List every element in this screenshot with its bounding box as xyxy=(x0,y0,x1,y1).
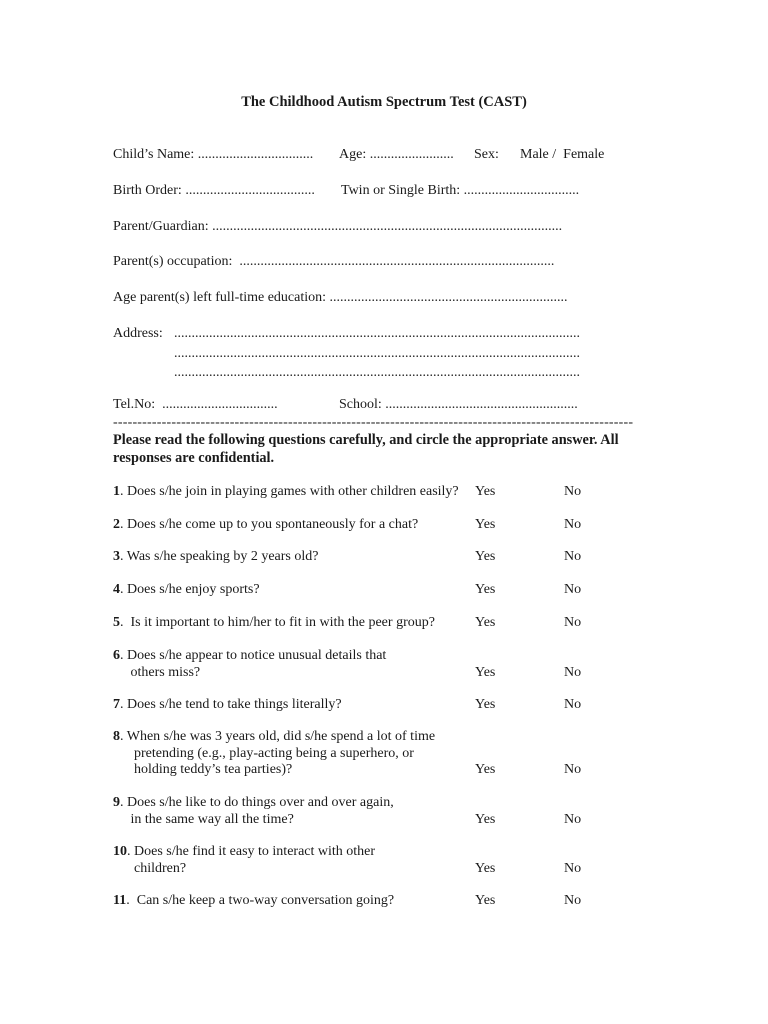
answer-no[interactable]: No xyxy=(564,484,582,499)
question-text-line: . Does s/he join in playing games with other children easily? xyxy=(120,484,459,499)
question-text-line: . Does s/he find it easy to interact with other xyxy=(127,844,376,859)
answer-yes[interactable]: Yes xyxy=(475,582,496,597)
birth-order-field: Birth Order: ..................................... xyxy=(113,183,315,198)
question-number: 11 xyxy=(113,893,127,908)
question-text xyxy=(113,843,375,860)
question-number: 6 xyxy=(113,648,120,663)
tel-field: Tel.No: ................................. xyxy=(113,397,278,412)
age-field: Age: ........................ xyxy=(339,147,454,162)
answer-yes[interactable]: Yes xyxy=(475,811,496,827)
question-text xyxy=(113,516,418,533)
question-text: others miss? xyxy=(113,664,201,680)
answer-yes[interactable]: Yes xyxy=(475,860,496,876)
twin-single-field: Twin or Single Birth: ................................. xyxy=(341,183,580,198)
answer-no[interactable]: No xyxy=(564,615,582,630)
question-text xyxy=(113,696,342,713)
question-number: 7 xyxy=(113,697,120,712)
question-text xyxy=(113,647,386,664)
address-line: .................................................................................................................... xyxy=(174,346,580,361)
question-number: 3 xyxy=(113,549,120,564)
question-text xyxy=(113,548,318,565)
question-number: 9 xyxy=(113,795,120,810)
address-line: .................................................................................................................... xyxy=(174,365,580,380)
education-field: Age parent(s) left full-time education: .................................................................... xyxy=(113,290,568,305)
answer-no[interactable]: No xyxy=(564,582,582,597)
answer-no[interactable]: No xyxy=(564,697,582,712)
question-text: in the same way all the time? xyxy=(113,811,294,827)
answer-no[interactable]: No xyxy=(564,517,582,532)
question-text: holding teddy’s tea parties)? xyxy=(113,762,293,777)
question-text-line: . Can s/he keep a two-way conversation going? xyxy=(126,893,395,908)
question-text xyxy=(113,581,260,598)
question-number: 2 xyxy=(113,517,120,532)
answer-yes[interactable]: Yes xyxy=(475,664,496,680)
answer-no[interactable]: No xyxy=(564,762,582,777)
answer-no[interactable]: No xyxy=(564,860,582,876)
parent-guardian-field: Parent/Guardian: .................................................................................................... xyxy=(113,219,563,234)
question-text-line: . Was s/he speaking by 2 years old? xyxy=(120,549,319,564)
separator-line: ----------------------------------------------------------------------------------------------------------- xyxy=(113,415,634,430)
answer-no[interactable]: No xyxy=(564,664,582,680)
question-text xyxy=(113,794,394,811)
address-line: .................................................................................................................... xyxy=(174,326,580,341)
question-text: pretending (e.g., play-acting being a superhero, or xyxy=(113,745,414,761)
question-text xyxy=(113,892,394,909)
question-text: children? xyxy=(113,860,187,876)
question-number: 4 xyxy=(113,582,120,597)
address-label: Address: xyxy=(113,326,163,341)
child-name-field: Child’s Name: ................................. xyxy=(113,147,314,162)
answer-no[interactable]: No xyxy=(564,811,582,827)
question-number: 10 xyxy=(113,844,127,859)
question-text-line: . Does s/he appear to notice unusual details that xyxy=(120,648,387,663)
document-title: The Childhood Autism Spectrum Test (CAST) xyxy=(241,94,527,110)
answer-no[interactable]: No xyxy=(564,893,582,908)
answer-no[interactable]: No xyxy=(564,549,582,564)
question-number: 1 xyxy=(113,484,120,499)
answer-yes[interactable]: Yes xyxy=(475,517,496,532)
answer-yes[interactable]: Yes xyxy=(475,893,496,908)
sex-label: Sex: xyxy=(474,147,499,162)
question-number: 8 xyxy=(113,729,120,744)
question-text-line: . When s/he was 3 years old, did s/he spend a lot of time xyxy=(120,729,436,744)
question-text-line: . Does s/he enjoy sports? xyxy=(120,582,260,597)
answer-yes[interactable]: Yes xyxy=(475,615,496,630)
question-text-line: . Does s/he tend to take things literally? xyxy=(120,697,342,712)
question-text xyxy=(113,614,435,631)
question-text xyxy=(113,483,459,500)
occupation-field: Parent(s) occupation: .......................................................................................... xyxy=(113,254,555,269)
answer-yes[interactable]: Yes xyxy=(475,549,496,564)
answer-yes[interactable]: Yes xyxy=(475,762,496,777)
instructions: Please read the following questions carefully, and circle the appropriate answer. All responses are confidential. xyxy=(113,432,619,466)
school-field: School: ....................................................... xyxy=(339,397,578,412)
answer-yes[interactable]: Yes xyxy=(475,697,496,712)
question-text-line: . Does s/he come up to you spontaneously for a chat? xyxy=(120,517,419,532)
question-text-line: . Does s/he like to do things over and over again, xyxy=(120,795,394,810)
question-number: 5 xyxy=(113,615,120,630)
question-text xyxy=(113,728,435,745)
answer-yes[interactable]: Yes xyxy=(475,484,496,499)
sex-options: Male / Female xyxy=(520,147,605,162)
question-text-line: . Is it important to him/her to fit in with the peer group? xyxy=(120,615,435,630)
